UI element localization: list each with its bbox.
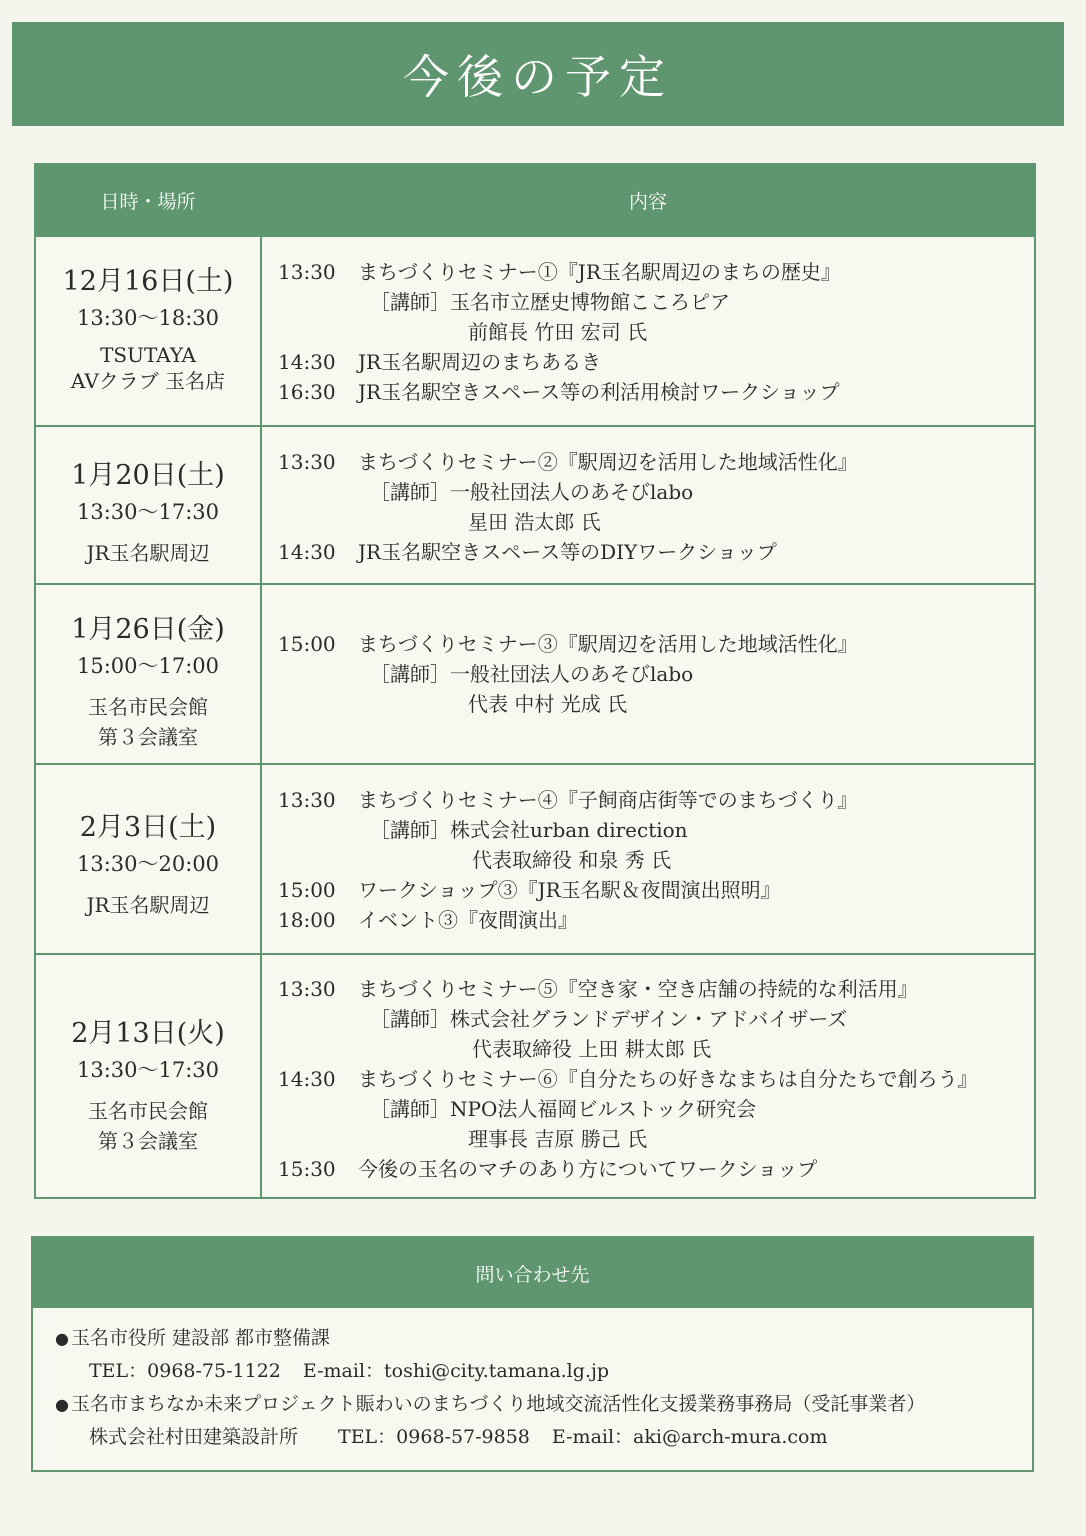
item-time: 14:30 bbox=[278, 540, 336, 564]
item-time: 14:30 bbox=[278, 1067, 336, 1091]
event-place: 玉名市民会館 bbox=[88, 695, 208, 719]
list-item bbox=[278, 629, 1034, 659]
item-text: ［講師］玉名市立歴史博物館こころピア bbox=[370, 290, 730, 314]
inquiry-box bbox=[31, 1236, 1034, 1472]
list-item bbox=[278, 785, 1034, 815]
event-time: 13:30〜17:30 bbox=[76, 1058, 220, 1082]
event-place: JR玉名駅周辺 bbox=[86, 893, 210, 917]
item-time: 15:30 bbox=[278, 1157, 336, 1181]
item-text: 代表 中村 光成 氏 bbox=[468, 692, 628, 716]
item-time: 15:00 bbox=[278, 878, 336, 902]
event-place: JR玉名駅周辺 bbox=[86, 541, 210, 565]
list-item bbox=[278, 507, 1034, 537]
item-time: 13:30 bbox=[278, 450, 336, 474]
event-time: 15:00〜17:00 bbox=[76, 654, 220, 678]
table-row bbox=[36, 953, 1034, 1197]
event-date: 2月13日(火) bbox=[71, 1018, 225, 1049]
event-date: 2月3日(土) bbox=[79, 812, 217, 843]
list-item bbox=[278, 1034, 1034, 1064]
item-text: 星田 浩太郎 氏 bbox=[468, 510, 601, 534]
event-date: 1月26日(金) bbox=[71, 614, 225, 645]
item-time: 13:30 bbox=[278, 260, 336, 284]
item-text: 今後の玉名のマチのあり方についてワークショップ bbox=[358, 1157, 818, 1181]
list-item bbox=[278, 845, 1034, 875]
list-item bbox=[278, 347, 1034, 377]
list-item bbox=[278, 537, 1034, 567]
item-time: 14:30 bbox=[278, 350, 336, 374]
contact-tel: TEL：0968-75-1122 bbox=[89, 1360, 281, 1382]
contact-email: E-mail：aki@arch-mura.com bbox=[551, 1426, 828, 1448]
schedule-table bbox=[34, 163, 1036, 1199]
header-date-place: 日時・場所 bbox=[100, 190, 196, 213]
date-cell bbox=[36, 427, 260, 609]
item-text: 代表取締役 和泉 秀 氏 bbox=[472, 848, 672, 872]
list-item bbox=[278, 1094, 1034, 1124]
table-row bbox=[36, 235, 1034, 425]
item-text: ［講師］NPO法人福岡ビルストック研究会 bbox=[370, 1097, 757, 1121]
item-time: 18:00 bbox=[278, 908, 336, 932]
event-place: 第３会議室 bbox=[98, 725, 198, 749]
event-time: 13:30〜20:00 bbox=[76, 852, 220, 876]
list-item bbox=[278, 447, 1034, 477]
event-date: 12月16日(土) bbox=[62, 266, 234, 297]
item-text: ［講師］一般社団法人のあそびlabo bbox=[370, 662, 694, 686]
title-band bbox=[12, 22, 1064, 126]
inquiry-header: 問い合わせ先 bbox=[33, 1238, 1032, 1308]
contact-details bbox=[55, 1354, 1022, 1388]
list-item bbox=[278, 659, 1034, 689]
contact-org: ● 玉名市役所 建設部 都市整備課 bbox=[55, 1327, 331, 1349]
event-place: AVクラブ 玉名店 bbox=[70, 369, 226, 393]
contact-company: 株式会社村田建築設計所 bbox=[89, 1426, 299, 1448]
list-item bbox=[278, 377, 1034, 407]
list-item bbox=[278, 257, 1034, 287]
item-text: まちづくりセミナー⑤『空き家・空き店舗の持続的な利活用』 bbox=[358, 977, 918, 1001]
item-text: JR玉名駅空きスペース等の利活用検討ワークショップ bbox=[358, 380, 840, 404]
item-text: JR玉名駅周辺のまちあるき bbox=[358, 350, 602, 374]
item-text: 代表取締役 上田 耕太郎 氏 bbox=[472, 1037, 712, 1061]
date-cell bbox=[36, 585, 260, 785]
event-date: 1月20日(土) bbox=[71, 460, 225, 491]
list-item bbox=[278, 477, 1034, 507]
contact-email: E-mail：toshi@city.tamana.lg.jp bbox=[302, 1360, 610, 1382]
item-time: 15:00 bbox=[278, 632, 336, 656]
item-text: JR玉名駅空きスペース等のDIYワークショップ bbox=[358, 540, 777, 564]
item-text: まちづくりセミナー④『子飼商店街等でのまちづくり』 bbox=[358, 788, 858, 812]
bullet-icon: ● bbox=[55, 1395, 69, 1414]
content-cell bbox=[278, 765, 1034, 973]
event-place: 玉名市民会館 bbox=[88, 1099, 208, 1123]
table-row bbox=[36, 425, 1034, 583]
list-item bbox=[278, 875, 1034, 905]
item-text: ［講師］株式会社urban direction bbox=[370, 818, 688, 842]
item-text: まちづくりセミナー②『駅周辺を活用した地域活性化』 bbox=[358, 450, 858, 474]
contact-tel: TEL：0968-57-9858 bbox=[338, 1426, 530, 1448]
table-header bbox=[36, 165, 1034, 235]
event-time: 13:30〜18:30 bbox=[76, 306, 220, 330]
content-cell bbox=[278, 427, 1034, 603]
date-cell bbox=[36, 237, 260, 447]
content-cell bbox=[278, 955, 1034, 1216]
item-time: 13:30 bbox=[278, 977, 336, 1001]
item-time: 13:30 bbox=[278, 788, 336, 812]
item-time: 16:30 bbox=[278, 380, 336, 404]
table-row bbox=[36, 763, 1034, 953]
contact-details bbox=[55, 1420, 1022, 1454]
event-place: 第３会議室 bbox=[98, 1129, 198, 1153]
list-item bbox=[278, 815, 1034, 845]
list-item bbox=[278, 905, 1034, 935]
item-text: ワークショップ③『JR玉名駅＆夜間演出照明』 bbox=[358, 878, 781, 902]
event-place: TSUTAYA bbox=[100, 343, 196, 367]
item-text: まちづくりセミナー③『駅周辺を活用した地域活性化』 bbox=[358, 632, 858, 656]
inquiry-body bbox=[55, 1322, 1022, 1454]
table-row bbox=[36, 583, 1034, 763]
list-item bbox=[278, 1004, 1034, 1034]
event-time: 13:30〜17:30 bbox=[76, 500, 220, 524]
list-item bbox=[278, 1154, 1034, 1184]
item-text: ［講師］一般社団法人のあそびlabo bbox=[370, 480, 694, 504]
item-text: ［講師］株式会社グランドデザイン・アドバイザーズ bbox=[370, 1007, 848, 1031]
list-item bbox=[278, 1124, 1034, 1154]
list-item bbox=[278, 317, 1034, 347]
content-cell bbox=[278, 237, 1034, 445]
item-text: 前館長 竹田 宏司 氏 bbox=[468, 320, 648, 344]
date-cell bbox=[36, 955, 260, 1253]
list-item bbox=[278, 287, 1034, 317]
header-content: 内容 bbox=[628, 190, 667, 213]
item-text: まちづくりセミナー⑥『自分たちの好きなまちは自分たちで創ろう』 bbox=[358, 1067, 978, 1091]
item-text: まちづくりセミナー①『JR玉名駅周辺のまちの歴史』 bbox=[358, 260, 841, 284]
page-title: 今後の予定 bbox=[403, 50, 673, 104]
list-item bbox=[278, 974, 1034, 1004]
list-item bbox=[278, 1064, 1034, 1094]
item-text: 理事長 吉原 勝己 氏 bbox=[468, 1127, 648, 1151]
item-text: イベント③『夜間演出』 bbox=[358, 908, 578, 932]
list-item bbox=[278, 689, 1034, 719]
bullet-icon: ● bbox=[55, 1329, 69, 1348]
contact-org: ● 玉名市まちなか未来プロジェクト賑わいのまちづくり地域交流活性化支援業務事務局（受託事業者） bbox=[55, 1393, 926, 1415]
